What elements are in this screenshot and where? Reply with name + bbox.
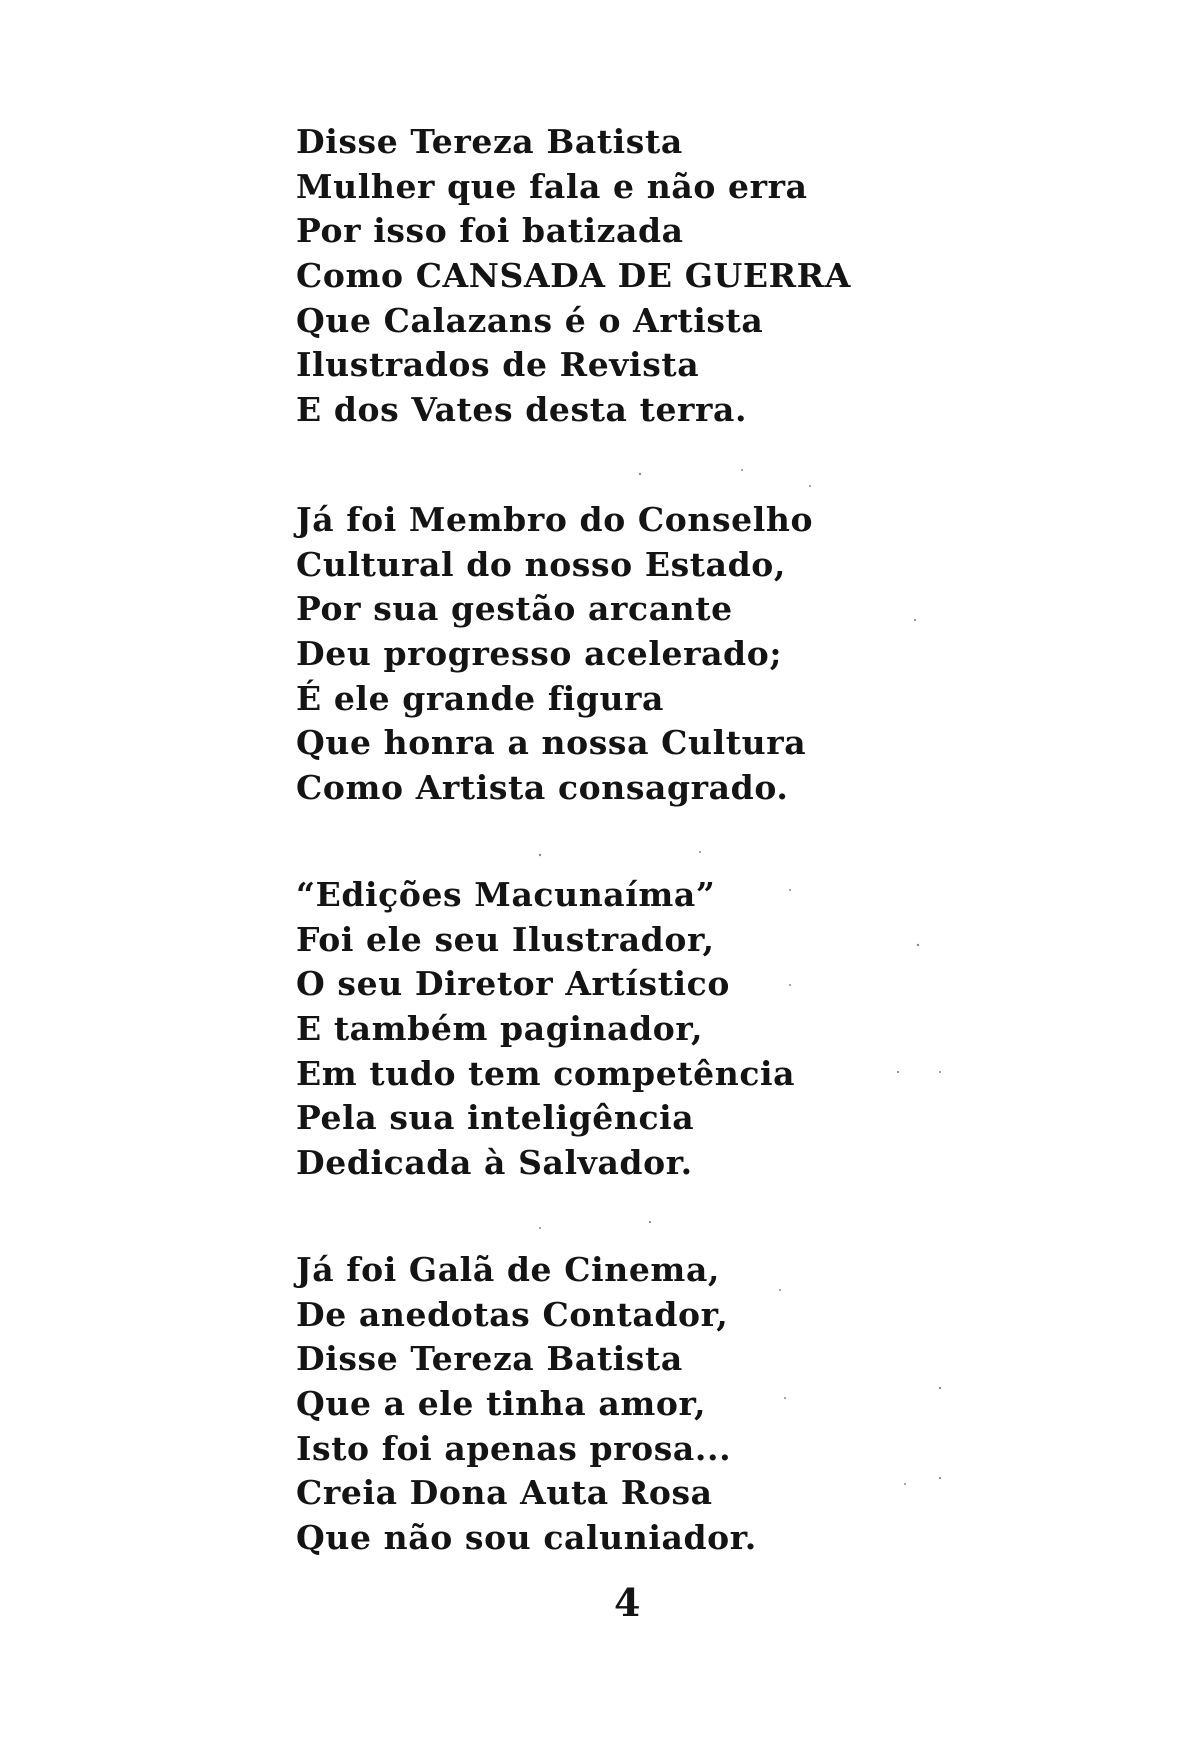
verse-line: Que Calazans é o Artista: [296, 300, 764, 340]
verse-line: Como CANSADA DE GUERRA: [296, 256, 851, 296]
page-number: 4: [614, 1580, 641, 1625]
poem-stanza: [296, 120, 936, 433]
verse-line: Já foi Membro do Conselho: [296, 500, 814, 539]
verse-line: Pela sua inteligência: [296, 1098, 695, 1138]
verse-line: Por sua gestão arcante: [296, 589, 733, 629]
verse-line: Isto foi apenas prosa...: [296, 1428, 732, 1468]
verse-line: Creia Dona Auta Rosa: [296, 1473, 713, 1513]
verse-line: Em tudo tem competência: [296, 1053, 796, 1093]
verse-line: Que a ele tinha amor,: [296, 1384, 707, 1424]
verse-line: Que não sou caluniador.: [296, 1518, 757, 1558]
verse-line: Foi ele seu Ilustrador,: [296, 919, 715, 959]
poem-stanza: [296, 1248, 936, 1561]
verse-line: E dos Vates desta terra.: [296, 390, 748, 430]
verse-line: Mulher que fala e não erra: [296, 166, 808, 206]
poem-stanza: [296, 873, 936, 1186]
verse-line: Que honra a nossa Cultura: [296, 723, 807, 763]
verse-line: Dedicada à Salvador.: [296, 1143, 693, 1183]
verse-line: Ilustrados de Revista: [296, 345, 700, 385]
verse-line: Por isso foi batizada: [296, 211, 684, 251]
poem-stanza: [296, 498, 936, 811]
verse-line: Disse Tereza Batista: [296, 122, 683, 161]
verse-line: O seu Diretor Artístico: [296, 964, 730, 1004]
verse-line: Disse Tereza Batista: [296, 1339, 683, 1379]
verse-line: Já foi Galã de Cinema,: [296, 1250, 721, 1289]
verse-line: Cultural do nosso Estado,: [296, 544, 786, 584]
verse-line: E também paginador,: [296, 1009, 704, 1049]
verse-line: É ele grande figura: [296, 678, 665, 718]
verse-line: “Edições Macunaíma”: [296, 875, 716, 914]
verse-line: Como Artista consagrado.: [296, 768, 789, 808]
verse-line: De anedotas Contador,: [296, 1294, 729, 1334]
verse-line: Deu progresso acelerado;: [296, 634, 783, 674]
